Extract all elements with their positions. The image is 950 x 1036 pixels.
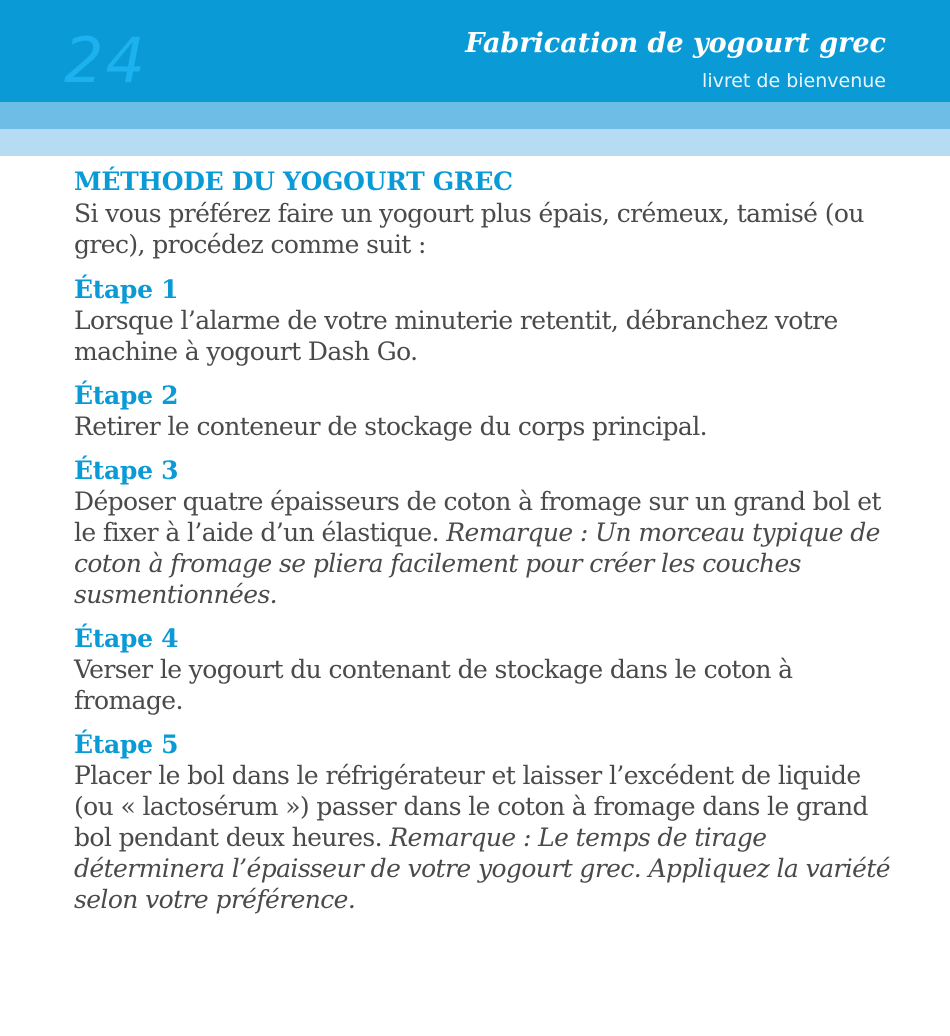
step-text bbox=[74, 654, 894, 716]
step-instruction: Retirer le conteneur de stockage du corps principal. bbox=[74, 412, 707, 441]
step-heading: Étape 3 bbox=[74, 456, 179, 485]
step-heading: Étape 4 bbox=[74, 624, 179, 653]
header-stripe-mid bbox=[0, 102, 950, 129]
step-text bbox=[74, 486, 894, 610]
step-note: Remarque : Le temps de tirage déterminera l’épaisseur de votre yogourt grec. Appliquez la variété selon votre préférence. bbox=[74, 823, 890, 914]
step-heading: Étape 2 bbox=[74, 381, 179, 410]
main-content bbox=[74, 166, 894, 928]
step-5 bbox=[74, 729, 894, 915]
step-text bbox=[74, 305, 894, 367]
step-instruction: Déposer quatre épaisseurs de coton à fromage sur un grand bol et le fixer à l’aide d’un élastique. bbox=[74, 487, 881, 547]
page-subtitle: livret de bienvenue bbox=[702, 70, 886, 92]
step-3 bbox=[74, 455, 894, 610]
step-2 bbox=[74, 380, 894, 442]
step-instruction: Verser le yogourt du contenant de stockage dans le coton à fromage. bbox=[74, 655, 793, 715]
page-number: 24 bbox=[64, 24, 147, 97]
step-instruction: Placer le bol dans le réfrigérateur et laisser l’excédent de liquide (ou « lactosérum ») passer dans le coton à fromage dans le grand bol pendant deux heures. bbox=[74, 761, 868, 852]
step-heading: Étape 1 bbox=[74, 275, 179, 304]
page-title: Fabrication de yogourt grec bbox=[465, 28, 886, 59]
section-intro: Si vous préférez faire un yogourt plus épais, crémeux, tamisé (ou grec), procédez comme suit : bbox=[74, 199, 864, 259]
step-instruction: Lorsque l’alarme de votre minuterie retentit, débranchez votre machine à yogourt Dash Go. bbox=[74, 306, 838, 366]
step-4 bbox=[74, 623, 894, 716]
header-stripe-light bbox=[0, 129, 950, 156]
step-text bbox=[74, 760, 894, 915]
step-note: Remarque : Un morceau typique de coton à fromage se pliera facilement pour créer les couches susmentionnées. bbox=[74, 518, 880, 609]
step-text bbox=[74, 411, 894, 442]
step-1 bbox=[74, 274, 894, 367]
step-heading: Étape 5 bbox=[74, 730, 179, 759]
section-title: MÉTHODE DU YOGOURT GREC bbox=[74, 167, 513, 196]
